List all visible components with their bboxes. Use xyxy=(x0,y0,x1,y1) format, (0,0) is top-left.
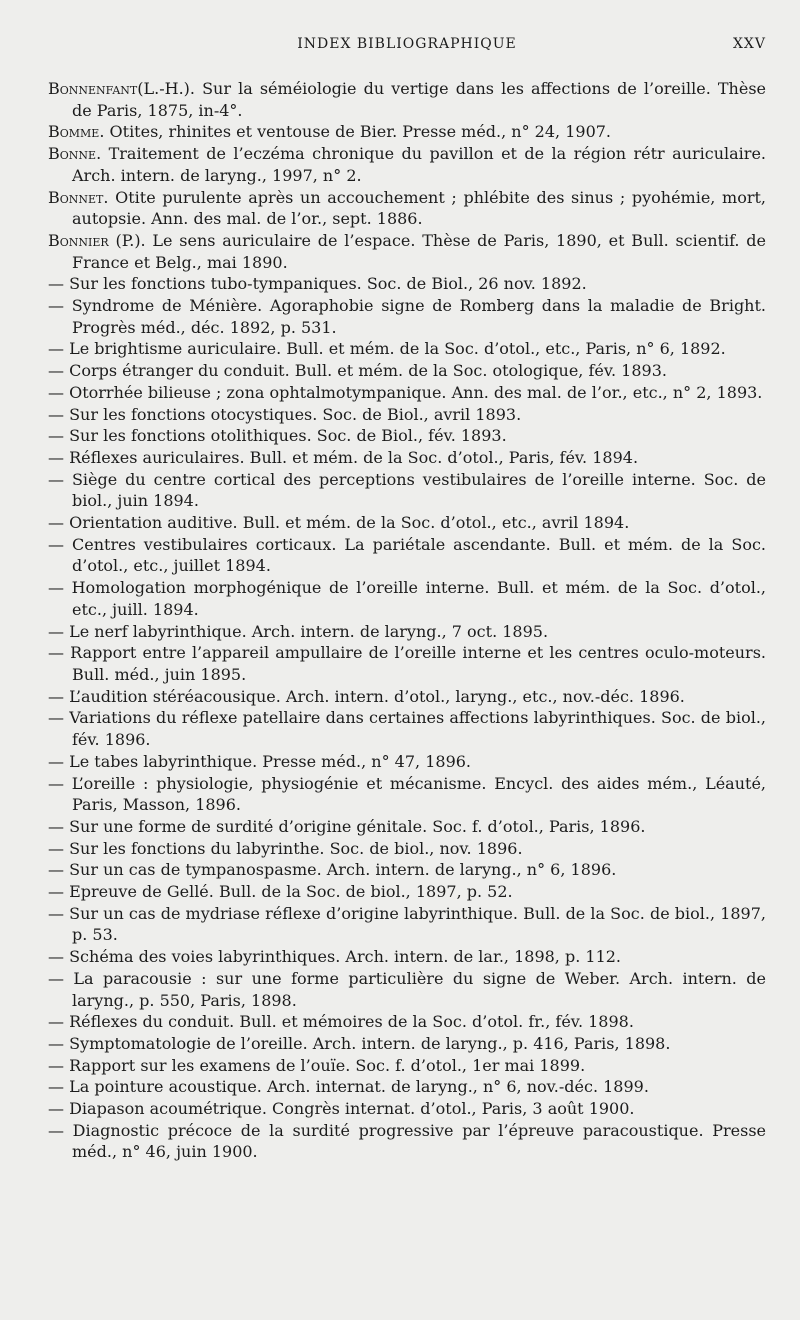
entry-text: — L’audition stéréacousique. Arch. intern. d’otol., laryng., etc., nov.-déc. 1896. xyxy=(48,686,685,706)
bibliography-entry xyxy=(48,1033,766,1055)
bibliography-entry xyxy=(48,425,766,447)
entry-text: — Variations du réflexe patellaire dans certaines affections labyrinthiques. Soc. de biol., fév. 1896. xyxy=(48,708,766,750)
bibliography-entry xyxy=(48,621,766,643)
bibliography-entry xyxy=(48,121,766,143)
bibliography-entry xyxy=(48,751,766,773)
bibliography-entry xyxy=(48,881,766,903)
entry-text: — Le nerf labyrinthique. Arch. intern. de laryng., 7 oct. 1895. xyxy=(48,621,549,641)
entry-text: (P.). Le sens auriculaire de l’espace. Thèse de Paris, 1890, et Bull. scientif. de France et Belg., mai 1890. xyxy=(72,230,766,272)
entry-text: — Sur une forme de surdité d’origine génitale. Soc. f. d’otol., Paris, 1896. xyxy=(48,816,646,836)
entry-text: — Syndrome de Ménière. Agoraphobie signe de Romberg dans la maladie de Bright. Progrès méd., déc. 1892, p. 531. xyxy=(48,296,766,337)
bibliography-list xyxy=(48,78,766,1163)
entry-text: — Corps étranger du conduit. Bull. et mém. de la Soc. otologique, fév. 1893. xyxy=(48,361,667,381)
bibliography-entry xyxy=(48,859,766,881)
entry-text: — Rapport entre l’appareil ampullaire de l’oreille interne et les centres oculo-moteurs. Bull. méd., juin 1895. xyxy=(48,643,766,684)
running-header xyxy=(48,36,766,56)
entry-text: — Sur un cas de tympanospasme. Arch. intern. de laryng., n° 6, 1896. xyxy=(48,860,617,880)
bibliography-entry xyxy=(48,838,766,860)
entry-author: Bonnenfant xyxy=(48,79,138,98)
bibliography-entry xyxy=(48,273,766,295)
entry-text: — Diapason acoumétrique. Congrès internat. d’otol., Paris, 3 août 1900. xyxy=(48,1099,635,1119)
bibliography-entry xyxy=(48,143,766,186)
bibliography-entry xyxy=(48,773,766,816)
page-number: XXV xyxy=(732,36,766,52)
entry-text: — Réflexes du conduit. Bull. et mémoires de la Soc. d’otol. fr., fév. 1898. xyxy=(48,1012,634,1032)
bibliography-entry xyxy=(48,1120,766,1163)
entry-text: — Centres vestibulaires corticaux. La pariétale ascendante. Bull. et mém. de la Soc. d’otol., etc., juillet 1894. xyxy=(48,534,766,576)
entry-text: . Otites, rhinites et ventouse de Bier. Presse méd., n° 24, 1907. xyxy=(99,122,612,142)
bibliography-entry xyxy=(48,187,766,230)
entry-text: — Sur les fonctions otocystiques. Soc. de Biol., avril 1893. xyxy=(48,404,522,424)
entry-text: . Otite purulente après un accouchement ; phlébite des sinus ; pyohémie, mort, autopsie. Ann. des mal. de l’or., sept. 1886. xyxy=(72,187,766,229)
bibliography-entry xyxy=(48,707,766,750)
entry-text: . Traitement de l’eczéma chronique du pavillon et de la région rétr auriculaire. Arch. intern. de laryng., 1997, n° 2. xyxy=(72,144,766,185)
header-title: INDEX BIBLIOGRAPHIQUE xyxy=(297,36,517,52)
bibliography-entry xyxy=(48,816,766,838)
bibliography-entry xyxy=(48,968,766,1011)
bibliography-entry xyxy=(48,230,766,273)
entry-text: — Sur les fonctions du labyrinthe. Soc. de biol., nov. 1896. xyxy=(48,838,523,858)
bibliography-entry xyxy=(48,1098,766,1120)
entry-text: — Le tabes labyrinthique. Presse méd., n° 47, 1896. xyxy=(48,751,472,771)
bibliography-entry xyxy=(48,946,766,968)
entry-author: Bonne xyxy=(48,144,97,164)
bibliography-entry xyxy=(48,577,766,620)
bibliography-entry xyxy=(48,447,766,469)
entry-text: — Sur un cas de mydriase réflexe d’origine labyrinthique. Bull. de la Soc. de biol., 1897, p. 53. xyxy=(48,903,766,945)
bibliography-entry xyxy=(48,295,766,338)
entry-text: (L.-H.). Sur la séméiologie du vertige dans les affections de l’oreille. Thèse de Paris, 1875, in-4°. xyxy=(72,79,766,120)
entry-text: — Otorrhée bilieuse ; zona ophtalmotympanique. Ann. des mal. de l’or., etc., n° 2, 1893. xyxy=(48,382,763,402)
entry-text: — Orientation auditive. Bull. et mém. de la Soc. d’otol., etc., avril 1894. xyxy=(48,513,630,533)
entry-author: Bonnier xyxy=(48,230,109,250)
bibliography-entry xyxy=(48,404,766,426)
bibliography-entry xyxy=(48,686,766,708)
entry-text: — Schéma des voies labyrinthiques. Arch. intern. de lar., 1898, p. 112. xyxy=(48,947,622,967)
bibliography-entry xyxy=(48,338,766,360)
bibliography-entry xyxy=(48,1076,766,1098)
entry-text: — L’oreille : physiologie, physiogénie et mécanisme. Encycl. des aides mém., Léauté, Paris, Masson, 1896. xyxy=(48,773,766,815)
bibliography-entry xyxy=(48,534,766,577)
entry-text: — Réflexes auriculaires. Bull. et mém. de la Soc. d’otol., Paris, fév. 1894. xyxy=(48,447,639,467)
entry-text: — La pointure acoustique. Arch. internat. de laryng., n° 6, nov.-déc. 1899. xyxy=(48,1077,649,1097)
bibliography-entry xyxy=(48,382,766,404)
entry-author: Bonnet xyxy=(48,187,104,207)
bibliography-entry xyxy=(48,1011,766,1033)
bibliography-entry xyxy=(48,469,766,512)
entry-text: — Sur les fonctions tubo-tympaniques. Soc. de Biol., 26 nov. 1892. xyxy=(48,274,587,294)
bibliography-entry xyxy=(48,1055,766,1077)
bibliography-entry xyxy=(48,642,766,685)
bibliography-entry xyxy=(48,360,766,382)
entry-author: Bomme xyxy=(48,122,100,142)
entry-text: — La paracousie : sur une forme particulière du signe de Weber. Arch. intern. de laryng., p. 550, Paris, 1898. xyxy=(48,968,766,1010)
bibliography-entry xyxy=(48,78,766,121)
entry-text: — Siège du centre cortical des perceptions vestibulaires de l’oreille interne. Soc. de biol., juin 1894. xyxy=(48,469,766,511)
bibliography-entry xyxy=(48,512,766,534)
entry-text: — Symptomatologie de l’oreille. Arch. intern. de laryng., p. 416, Paris, 1898. xyxy=(48,1033,671,1053)
entry-text: — Epreuve de Gellé. Bull. de la Soc. de biol., 1897, p. 52. xyxy=(48,882,513,902)
entry-text: — Le brightisme auriculaire. Bull. et mém. de la Soc. d’otol., etc., Paris, n° 6, 1892. xyxy=(48,339,726,359)
entry-text: — Homologation morphogénique de l’oreille interne. Bull. et mém. de la Soc. d’otol., etc., juill. 1894. xyxy=(48,578,766,619)
entry-text: — Sur les fonctions otolithiques. Soc. de Biol., fév. 1893. xyxy=(48,426,507,446)
entry-text: — Diagnostic précoce de la surdité progressive par l’épreuve paracoustique. Presse méd., n° 46, juin 1900. xyxy=(48,1120,766,1162)
bibliography-entry xyxy=(48,903,766,946)
entry-text: — Rapport sur les examens de l’ouïe. Soc. f. d’otol., 1er mai 1899. xyxy=(48,1055,586,1075)
